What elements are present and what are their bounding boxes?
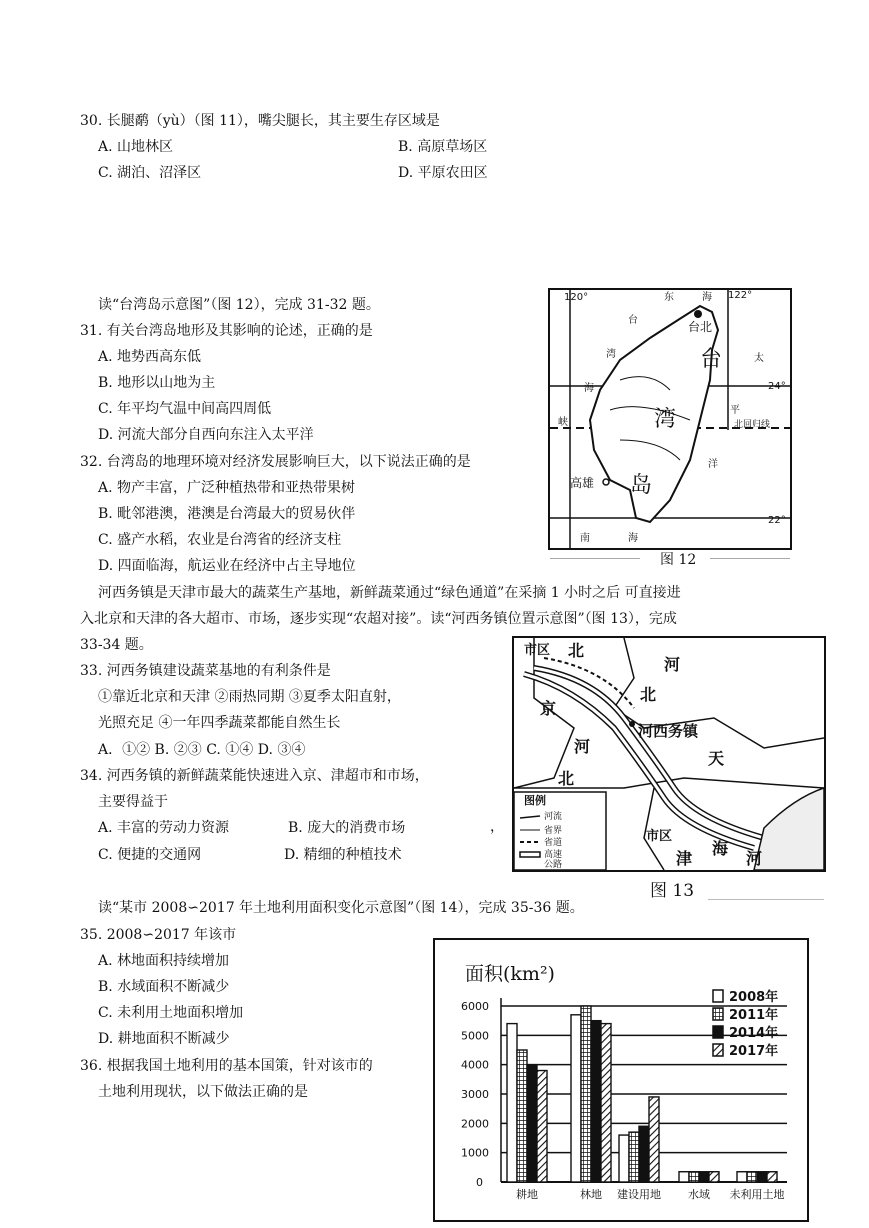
fig12-caption-rule-right [710, 558, 790, 559]
legend-road: 省道 [544, 838, 563, 848]
q34-option-a: A. 丰富的劳动力资源 [98, 820, 230, 836]
legend-swatch [713, 1026, 723, 1038]
legend-label: 2011年 [729, 1008, 779, 1023]
q32-option-a: A. 物产丰富，广泛种植热带和亚热带果树 [98, 480, 356, 496]
x-category-label: 水域 [688, 1188, 710, 1201]
taiwan-map [548, 288, 792, 550]
beijing-label-2: 京 [540, 699, 557, 718]
gaoxiong-label: 高雄 [570, 476, 595, 490]
x-category-label: 耕地 [516, 1188, 538, 1201]
q30-option-a: A. 山地林区 [98, 139, 174, 155]
q32-option-c: C. 盛产水稻，农业是台湾省的经济支柱 [98, 532, 342, 548]
bar [507, 1024, 517, 1182]
q34-stem: 34. 河西务镇的新鲜蔬菜能快速进入京、津超市和市场， [80, 768, 429, 784]
taipei-label: 台北 [688, 320, 713, 334]
q30-option-b: B. 高原草场区 [398, 139, 488, 155]
bar [629, 1132, 639, 1182]
bar [581, 1006, 591, 1182]
y-tick-label: 1000 [461, 1146, 489, 1160]
south-sea-label-1: 南 [580, 533, 590, 544]
q31-option-a: A. 地势西高东低 [98, 349, 202, 365]
q31-option-c: C. 年平均气温中间高四周低 [98, 401, 272, 417]
q32-option-b: B. 毗邻港澳，港澳是台湾最大的贸易伙伴 [98, 506, 356, 522]
pacific-label-2: 平 [730, 405, 740, 416]
lat-24-label: 24° [768, 381, 786, 392]
bar [679, 1172, 689, 1182]
bar [689, 1172, 699, 1182]
q32-stem: 32. 台湾岛的地理环境对经济发展影响巨大，以下说法正确的是 [80, 454, 471, 470]
y-tick-label: 6000 [461, 1000, 489, 1013]
pacific-label-3: 洋 [708, 459, 718, 470]
east-sea-label-1: 东 [664, 292, 674, 303]
x-category-label: 林地 [580, 1188, 602, 1201]
south-sea-label-2: 海 [628, 533, 638, 544]
bar [699, 1172, 709, 1182]
q34-option-b: B. 庞大的消费市场 [288, 820, 406, 836]
hebei-label-4: 北 [558, 769, 575, 788]
hebei-label-1: 河 [664, 655, 681, 674]
hebei-label-2: 北 [640, 685, 657, 704]
east-sea-label-2: 海 [702, 292, 712, 303]
q33-options-line2: 光照充足 ④一年四季蔬菜都能自然生长 [98, 715, 341, 731]
q36-stem-line2: 土地利用现状，以下做法正确的是 [98, 1084, 308, 1100]
lat-22-label: 22° [768, 515, 786, 526]
x-category-label: 未利用土地 [729, 1188, 785, 1201]
legend-swatch [713, 990, 723, 1002]
q31-stem: 31. 有关台湾岛地形及其影响的论述，正确的是 [80, 323, 373, 339]
lon-122-label: 122° [728, 290, 753, 301]
legend-label: 2014年 [729, 1026, 779, 1041]
q35-option-c: C. 未利用土地面积增加 [98, 1005, 244, 1021]
island-label-2: 湾 [654, 407, 677, 432]
legend-highway-2: 公路 [544, 860, 563, 870]
y-tick-label: 0 [476, 1176, 483, 1189]
beijing-label-1: 北 [568, 641, 585, 660]
intro-35-36: 读“某市 2008∽2017 年土地利用面积变化示意图”（图 14），完成 35-36 题。 [98, 900, 584, 916]
q35-stem: 35. 2008∽2017 年该市 [80, 927, 237, 943]
intro-33-34-line1: 河西务镇是天津市最大的蔬菜生产基地，新鲜蔬菜通过“绿色通道”在采摘 1 小时之后 可直接进 [98, 585, 681, 601]
bar [709, 1172, 719, 1182]
lon-120-label: 120° [564, 292, 589, 303]
bohai-label-1: 海 [712, 839, 729, 858]
bar [737, 1172, 747, 1182]
legend-swatch [713, 1044, 723, 1056]
bar [601, 1024, 611, 1182]
bar [639, 1126, 649, 1182]
intro-33-34-line2: 入北京和天津的各大超市、市场，逐步实现“农超对接”。读“河西务镇位置示意图”（图 13），完成 [80, 611, 677, 627]
legend-river: 河流 [544, 812, 563, 822]
island-label-1: 台 [700, 347, 723, 372]
q31-option-b: B. 地形以山地为主 [98, 375, 216, 391]
pacific-label-1: 太 [754, 353, 764, 364]
fig13-caption: 图 13 [650, 881, 695, 901]
y-tick-label: 4000 [461, 1058, 489, 1072]
legend-border: 省界 [544, 826, 563, 836]
q30-option-d: D. 平原农田区 [398, 165, 488, 181]
bar [767, 1172, 777, 1182]
hebei-label-3: 河 [574, 737, 591, 756]
intro-31-32: 读“台湾岛示意图”（图 12），完成 31-32 题。 [98, 297, 380, 313]
hexiwu-town-label: 河西务镇 [638, 722, 699, 740]
q35-option-d: D. 耕地面积不断减少 [98, 1031, 230, 1047]
y-tick-label: 3000 [461, 1088, 489, 1101]
q33-options-line1: ①靠近北京和天津 ②雨热同期 ③夏季太阳直射， [98, 689, 401, 705]
island-label-3: 岛 [630, 473, 653, 498]
x-category-label: 建设用地 [617, 1188, 661, 1201]
tianjin-label-1: 天 [708, 749, 725, 768]
bar [571, 1015, 581, 1182]
q34-stem-line2: 主要得益于 [98, 794, 168, 810]
q35-option-b: B. 水域面积不断减少 [98, 979, 230, 995]
y-tick-label: 5000 [461, 1029, 489, 1043]
legend-title: 图例 [524, 794, 546, 807]
bar [757, 1172, 767, 1182]
q35-option-a: A. 林地面积持续增加 [98, 953, 230, 969]
strait-label-2: 湾 [606, 349, 616, 360]
strait-label-1: 台 [628, 315, 638, 326]
chart-title: 面积(km²) [465, 963, 555, 985]
bar [527, 1065, 537, 1182]
land-use-chart-svg [435, 940, 807, 1220]
shiqu-top-label: 市区 [524, 643, 551, 658]
q34-option-c: C. 便捷的交通网 [98, 847, 202, 863]
q33-stem: 33. 河西务镇建设蔬菜基地的有利条件是 [80, 663, 331, 679]
legend-label: 2017年 [729, 1044, 779, 1059]
stray-comma: ， [490, 819, 504, 835]
q32-option-d: D. 四面临海，航运业在经济中占主导地位 [98, 558, 356, 574]
bar [619, 1135, 629, 1182]
hexiwu-map [512, 636, 826, 872]
q30-option-c: C. 湖泊、沼泽区 [98, 165, 202, 181]
legend-swatch [713, 1008, 723, 1020]
q31-option-d: D. 河流大部分自西向东注入太平洋 [98, 427, 314, 443]
shiqu-bottom-label: 市区 [646, 829, 673, 844]
q33-choices: A．①② B. ②③ C. ①④ D. ③④ [98, 742, 306, 758]
bar [747, 1172, 757, 1182]
strait-label-3: 海 [584, 383, 594, 394]
q36-stem: 36. 根据我国土地利用的基本国策，针对该市的 [80, 1058, 373, 1074]
land-use-chart [433, 938, 809, 1222]
legend-label: 2008年 [729, 990, 779, 1005]
fig13-caption-rule [708, 899, 824, 900]
tropic-label: 北回归线 [734, 420, 771, 430]
fig12-caption: 图 12 [660, 552, 697, 568]
q30-stem: 30. 长腿鹬（yù）（图 11），嘴尖腿长，其主要生存区域是 [80, 113, 440, 129]
bar [537, 1071, 547, 1182]
tianjin-label-2: 津 [676, 849, 693, 868]
bohai-label-2: 河 [746, 849, 763, 868]
q34-option-d: D. 精细的种植技术 [284, 847, 402, 863]
intro-33-34-line3: 33-34 题。 [80, 637, 153, 653]
bar [591, 1021, 601, 1182]
fig12-caption-rule-left [550, 558, 640, 559]
bar [517, 1050, 527, 1182]
legend-highway-1: 高速 [544, 850, 563, 860]
strait-label-4: 峡 [558, 417, 568, 428]
bar [649, 1097, 659, 1182]
y-tick-label: 2000 [461, 1117, 489, 1131]
